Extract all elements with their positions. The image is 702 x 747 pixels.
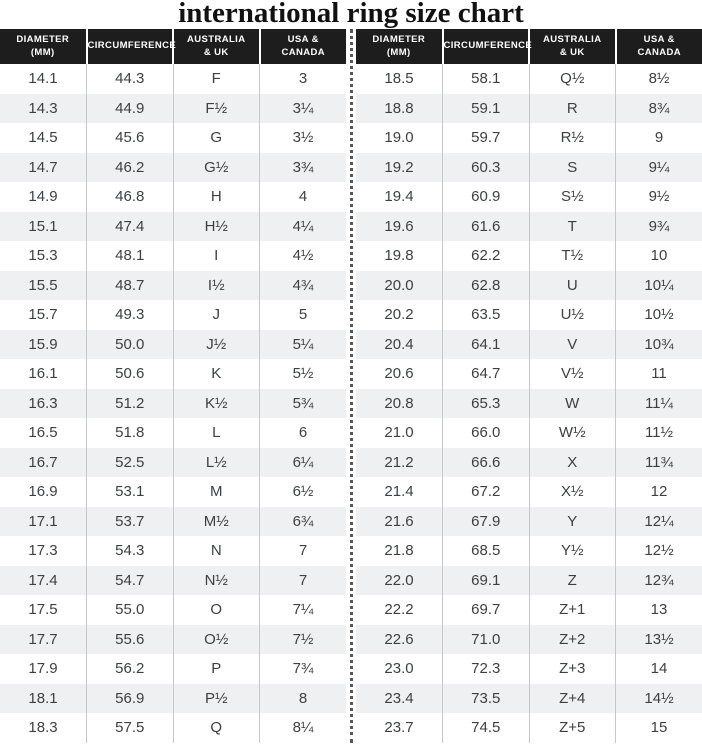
usa-canada-cell: 6	[260, 418, 347, 448]
circumference-cell: 57.5	[87, 713, 174, 743]
usa-canada-cell: 4¾	[260, 271, 347, 301]
usa-canada-cell: 7¾	[260, 654, 347, 684]
diameter-cell: 15.3	[28, 247, 58, 265]
header-row	[356, 29, 702, 64]
usa-canada-cell: 7	[260, 536, 347, 566]
usa-canada-cell: 5¾	[260, 389, 347, 419]
diameter-cell: 16.7	[28, 453, 58, 471]
australia-uk-cell: Z+4	[529, 684, 616, 714]
usa-canada-cell: 12¾	[616, 566, 702, 596]
table-row	[356, 330, 702, 360]
table-row	[356, 64, 702, 94]
circumference-cell: 66.6	[443, 448, 530, 478]
usa-canada-cell: 7½	[260, 625, 347, 655]
diameter-cell: 22.0	[384, 571, 414, 589]
circumference-cell: 69.1	[443, 566, 530, 596]
usa-canada-cell: 9¾	[616, 212, 702, 242]
australia-uk-cell: V	[529, 330, 616, 360]
column-header	[529, 29, 616, 64]
column-header	[616, 29, 702, 64]
australia-uk-cell: U	[529, 271, 616, 301]
column-header-line1: USA &	[643, 33, 675, 45]
ring-size-table-left	[0, 29, 346, 743]
australia-uk-cell: O	[173, 595, 260, 625]
table-row	[0, 300, 346, 330]
diameter-cell: 22.6	[384, 630, 414, 648]
diameter-cell: 19.8	[384, 247, 414, 265]
table-row	[0, 64, 346, 94]
circumference-cell: 68.5	[443, 536, 530, 566]
usa-canada-cell: 11¾	[616, 448, 702, 478]
diameter-cell: 15.9	[28, 335, 58, 353]
table-row	[356, 212, 702, 242]
table-row	[356, 241, 702, 271]
diameter-cell: 21.8	[384, 542, 414, 560]
usa-canada-cell: 15	[616, 713, 702, 743]
circumference-cell: 55.6	[87, 625, 174, 655]
diameter-cell: 16.9	[28, 483, 58, 501]
column-header	[87, 29, 177, 64]
table-row	[0, 153, 346, 183]
diameter-cell: 16.5	[28, 424, 58, 442]
column-header	[260, 29, 347, 64]
australia-uk-cell: Q½	[529, 64, 616, 94]
table-row	[0, 182, 346, 212]
column-header	[173, 29, 260, 64]
diameter-cell: 20.4	[384, 335, 414, 353]
table-row	[0, 389, 346, 419]
column-header-line1: DIAMETER	[16, 33, 70, 45]
australia-uk-cell: M½	[173, 507, 260, 537]
usa-canada-cell: 9¼	[616, 153, 702, 183]
circumference-cell: 53.7	[87, 507, 174, 537]
circumference-cell: 69.7	[443, 595, 530, 625]
circumference-cell: 65.3	[443, 389, 530, 419]
usa-canada-cell: 7	[260, 566, 347, 596]
australia-uk-cell: Z+2	[529, 625, 616, 655]
australia-uk-cell: P½	[173, 684, 260, 714]
australia-uk-cell: P	[173, 654, 260, 684]
circumference-cell: 67.2	[443, 477, 530, 507]
column-header	[356, 29, 443, 64]
table-row	[0, 713, 346, 743]
diameter-cell: 20.8	[384, 394, 414, 412]
table-row	[0, 418, 346, 448]
diameter-cell: 18.1	[28, 689, 58, 707]
table-row	[0, 507, 346, 537]
column-header	[0, 29, 87, 64]
australia-uk-cell: N	[173, 536, 260, 566]
table-row	[356, 448, 702, 478]
usa-canada-cell: 10¾	[616, 330, 702, 360]
diameter-cell: 23.7	[384, 719, 414, 737]
circumference-cell: 51.8	[87, 418, 174, 448]
table-row	[356, 153, 702, 183]
table-row	[356, 566, 702, 596]
circumference-cell: 60.3	[443, 153, 530, 183]
table-row	[0, 330, 346, 360]
usa-canada-cell: 10¼	[616, 271, 702, 301]
usa-canada-cell: 4½	[260, 241, 347, 271]
circumference-cell: 59.1	[443, 94, 530, 124]
australia-uk-cell: S½	[529, 182, 616, 212]
australia-uk-cell: X½	[529, 477, 616, 507]
diameter-cell: 19.2	[384, 158, 414, 176]
australia-uk-cell: O½	[173, 625, 260, 655]
usa-canada-cell: 14	[616, 654, 702, 684]
table-row	[0, 566, 346, 596]
usa-canada-cell: 9	[616, 123, 702, 153]
australia-uk-cell: W	[529, 389, 616, 419]
usa-canada-cell: 3	[260, 64, 347, 94]
circumference-cell: 56.9	[87, 684, 174, 714]
circumference-cell: 53.1	[87, 477, 174, 507]
table-row	[356, 625, 702, 655]
diameter-cell: 15.7	[28, 306, 58, 324]
table-row	[0, 359, 346, 389]
diameter-cell: 21.0	[384, 424, 414, 442]
australia-uk-cell: Z+5	[529, 713, 616, 743]
table-row	[356, 94, 702, 124]
usa-canada-cell: 8¾	[616, 94, 702, 124]
usa-canada-cell: 6½	[260, 477, 347, 507]
usa-canada-cell: 3¼	[260, 94, 347, 124]
australia-uk-cell: T½	[529, 241, 616, 271]
dotted-divider-line	[350, 29, 353, 743]
table-row	[0, 684, 346, 714]
circumference-cell: 56.2	[87, 654, 174, 684]
table-row	[356, 418, 702, 448]
usa-canada-cell: 11½	[616, 418, 702, 448]
australia-uk-cell: Z	[529, 566, 616, 596]
circumference-cell: 52.5	[87, 448, 174, 478]
diameter-cell: 17.3	[28, 542, 58, 560]
table-row	[0, 595, 346, 625]
usa-canada-cell: 12	[616, 477, 702, 507]
usa-canada-cell: 10	[616, 241, 702, 271]
usa-canada-cell: 11¼	[616, 389, 702, 419]
column-header-line1: CIRCUMFERENCE	[443, 40, 533, 52]
australia-uk-cell: Z+1	[529, 595, 616, 625]
circumference-cell: 55.0	[87, 595, 174, 625]
usa-canada-cell: 3½	[260, 123, 347, 153]
diameter-cell: 21.2	[384, 453, 414, 471]
usa-canada-cell: 5¼	[260, 330, 347, 360]
table-row	[0, 477, 346, 507]
australia-uk-cell: F	[173, 64, 260, 94]
usa-canada-cell: 12¼	[616, 507, 702, 537]
diameter-cell: 17.9	[28, 660, 58, 678]
circumference-cell: 74.5	[443, 713, 530, 743]
australia-uk-cell: H½	[173, 212, 260, 242]
australia-uk-cell: V½	[529, 359, 616, 389]
diameter-cell: 17.7	[28, 630, 58, 648]
ring-size-table-right	[356, 29, 702, 743]
circumference-cell: 59.7	[443, 123, 530, 153]
circumference-cell: 45.6	[87, 123, 174, 153]
australia-uk-cell: U½	[529, 300, 616, 330]
diameter-cell: 16.1	[28, 365, 58, 383]
circumference-cell: 66.0	[443, 418, 530, 448]
table-row	[356, 359, 702, 389]
circumference-cell: 61.6	[443, 212, 530, 242]
circumference-cell: 50.0	[87, 330, 174, 360]
australia-uk-cell: M	[173, 477, 260, 507]
diameter-cell: 14.9	[28, 188, 58, 206]
table-row	[0, 536, 346, 566]
circumference-cell: 50.6	[87, 359, 174, 389]
circumference-cell: 62.8	[443, 271, 530, 301]
diameter-cell: 16.3	[28, 394, 58, 412]
diameter-cell: 22.2	[384, 601, 414, 619]
australia-uk-cell: G½	[173, 153, 260, 183]
circumference-cell: 73.5	[443, 684, 530, 714]
usa-canada-cell: 14½	[616, 684, 702, 714]
usa-canada-cell: 8½	[616, 64, 702, 94]
column-header-line2: CANADA	[637, 46, 682, 58]
column-header-line1: USA &	[287, 33, 319, 45]
australia-uk-cell: K½	[173, 389, 260, 419]
column-header-line2: & UK	[559, 46, 585, 58]
diameter-cell: 19.4	[384, 188, 414, 206]
diameter-cell: 23.0	[384, 660, 414, 678]
circumference-cell: 44.9	[87, 94, 174, 124]
table-row	[0, 654, 346, 684]
diameter-cell: 14.1	[28, 70, 58, 88]
diameter-cell: 19.0	[384, 129, 414, 147]
column-header	[443, 29, 533, 64]
diameter-cell: 17.5	[28, 601, 58, 619]
usa-canada-cell: 10½	[616, 300, 702, 330]
tables-container	[0, 29, 702, 743]
usa-canada-cell: 7¼	[260, 595, 347, 625]
header-row	[0, 29, 346, 64]
table-row	[356, 182, 702, 212]
table-row	[0, 212, 346, 242]
australia-uk-cell: Y	[529, 507, 616, 537]
australia-uk-cell: X	[529, 448, 616, 478]
australia-uk-cell: G	[173, 123, 260, 153]
table-row	[0, 625, 346, 655]
australia-uk-cell: L	[173, 418, 260, 448]
australia-uk-cell: R½	[529, 123, 616, 153]
table-row	[0, 94, 346, 124]
diameter-cell: 15.1	[28, 217, 58, 235]
diameter-cell: 14.3	[28, 99, 58, 117]
australia-uk-cell: Q	[173, 713, 260, 743]
circumference-cell: 71.0	[443, 625, 530, 655]
column-header-line2: (MM)	[386, 46, 411, 58]
circumference-cell: 48.1	[87, 241, 174, 271]
diameter-cell: 21.4	[384, 483, 414, 501]
australia-uk-cell: Z+3	[529, 654, 616, 684]
page-title: international ring size chart	[178, 0, 524, 29]
table-row	[356, 477, 702, 507]
table-row	[0, 448, 346, 478]
table-row	[0, 241, 346, 271]
usa-canada-cell: 13	[616, 595, 702, 625]
australia-uk-cell: I	[173, 241, 260, 271]
australia-uk-cell: T	[529, 212, 616, 242]
diameter-cell: 15.5	[28, 276, 58, 294]
circumference-cell: 48.7	[87, 271, 174, 301]
circumference-cell: 46.8	[87, 182, 174, 212]
diameter-cell: 21.6	[384, 512, 414, 530]
usa-canada-cell: 11	[616, 359, 702, 389]
diameter-cell: 23.4	[384, 689, 414, 707]
usa-canada-cell: 8¼	[260, 713, 347, 743]
australia-uk-cell: I½	[173, 271, 260, 301]
diameter-cell: 20.2	[384, 306, 414, 324]
table-row	[356, 123, 702, 153]
australia-uk-cell: F½	[173, 94, 260, 124]
circumference-cell: 64.1	[443, 330, 530, 360]
usa-canada-cell: 3¾	[260, 153, 347, 183]
australia-uk-cell: S	[529, 153, 616, 183]
diameter-cell: 19.6	[384, 217, 414, 235]
australia-uk-cell: W½	[529, 418, 616, 448]
circumference-cell: 46.2	[87, 153, 174, 183]
table-divider	[346, 29, 356, 743]
circumference-cell: 54.3	[87, 536, 174, 566]
diameter-cell: 14.5	[28, 129, 58, 147]
australia-uk-cell: K	[173, 359, 260, 389]
table-row	[356, 300, 702, 330]
table-row	[356, 536, 702, 566]
column-header-line2: CANADA	[281, 46, 326, 58]
table-row	[356, 271, 702, 301]
diameter-cell: 17.1	[28, 512, 58, 530]
australia-uk-cell: J½	[173, 330, 260, 360]
table-row	[356, 389, 702, 419]
usa-canada-cell: 5½	[260, 359, 347, 389]
circumference-cell: 63.5	[443, 300, 530, 330]
diameter-cell: 20.0	[384, 276, 414, 294]
column-header-line1: AUSTRALIA	[187, 33, 246, 45]
circumference-cell: 64.7	[443, 359, 530, 389]
circumference-cell: 51.2	[87, 389, 174, 419]
australia-uk-cell: R	[529, 94, 616, 124]
column-header-line1: DIAMETER	[372, 33, 426, 45]
table-row	[0, 271, 346, 301]
table-row	[356, 595, 702, 625]
circumference-cell: 47.4	[87, 212, 174, 242]
australia-uk-cell: L½	[173, 448, 260, 478]
diameter-cell: 14.7	[28, 158, 58, 176]
usa-canada-cell: 6¾	[260, 507, 347, 537]
usa-canada-cell: 13½	[616, 625, 702, 655]
table-row	[356, 684, 702, 714]
australia-uk-cell: H	[173, 182, 260, 212]
diameter-cell: 17.4	[28, 571, 58, 589]
australia-uk-cell: N½	[173, 566, 260, 596]
table-row	[0, 123, 346, 153]
usa-canada-cell: 5	[260, 300, 347, 330]
column-header-line2: & UK	[203, 46, 229, 58]
circumference-cell: 62.2	[443, 241, 530, 271]
circumference-cell: 58.1	[443, 64, 530, 94]
circumference-cell: 49.3	[87, 300, 174, 330]
table-row	[356, 654, 702, 684]
circumference-cell: 54.7	[87, 566, 174, 596]
diameter-cell: 20.6	[384, 365, 414, 383]
usa-canada-cell: 12½	[616, 536, 702, 566]
diameter-cell: 18.3	[28, 719, 58, 737]
table-row	[356, 713, 702, 743]
australia-uk-cell: J	[173, 300, 260, 330]
diameter-cell: 18.5	[384, 70, 414, 88]
column-header-line1: AUSTRALIA	[543, 33, 602, 45]
usa-canada-cell: 4¼	[260, 212, 347, 242]
table-row	[356, 507, 702, 537]
usa-canada-cell: 4	[260, 182, 347, 212]
column-header-line1: CIRCUMFERENCE	[87, 40, 177, 52]
circumference-cell: 60.9	[443, 182, 530, 212]
circumference-cell: 44.3	[87, 64, 174, 94]
usa-canada-cell: 6¼	[260, 448, 347, 478]
usa-canada-cell: 8	[260, 684, 347, 714]
column-header-line2: (MM)	[30, 46, 55, 58]
diameter-cell: 18.8	[384, 99, 414, 117]
usa-canada-cell: 9½	[616, 182, 702, 212]
australia-uk-cell: Y½	[529, 536, 616, 566]
circumference-cell: 72.3	[443, 654, 530, 684]
circumference-cell: 67.9	[443, 507, 530, 537]
